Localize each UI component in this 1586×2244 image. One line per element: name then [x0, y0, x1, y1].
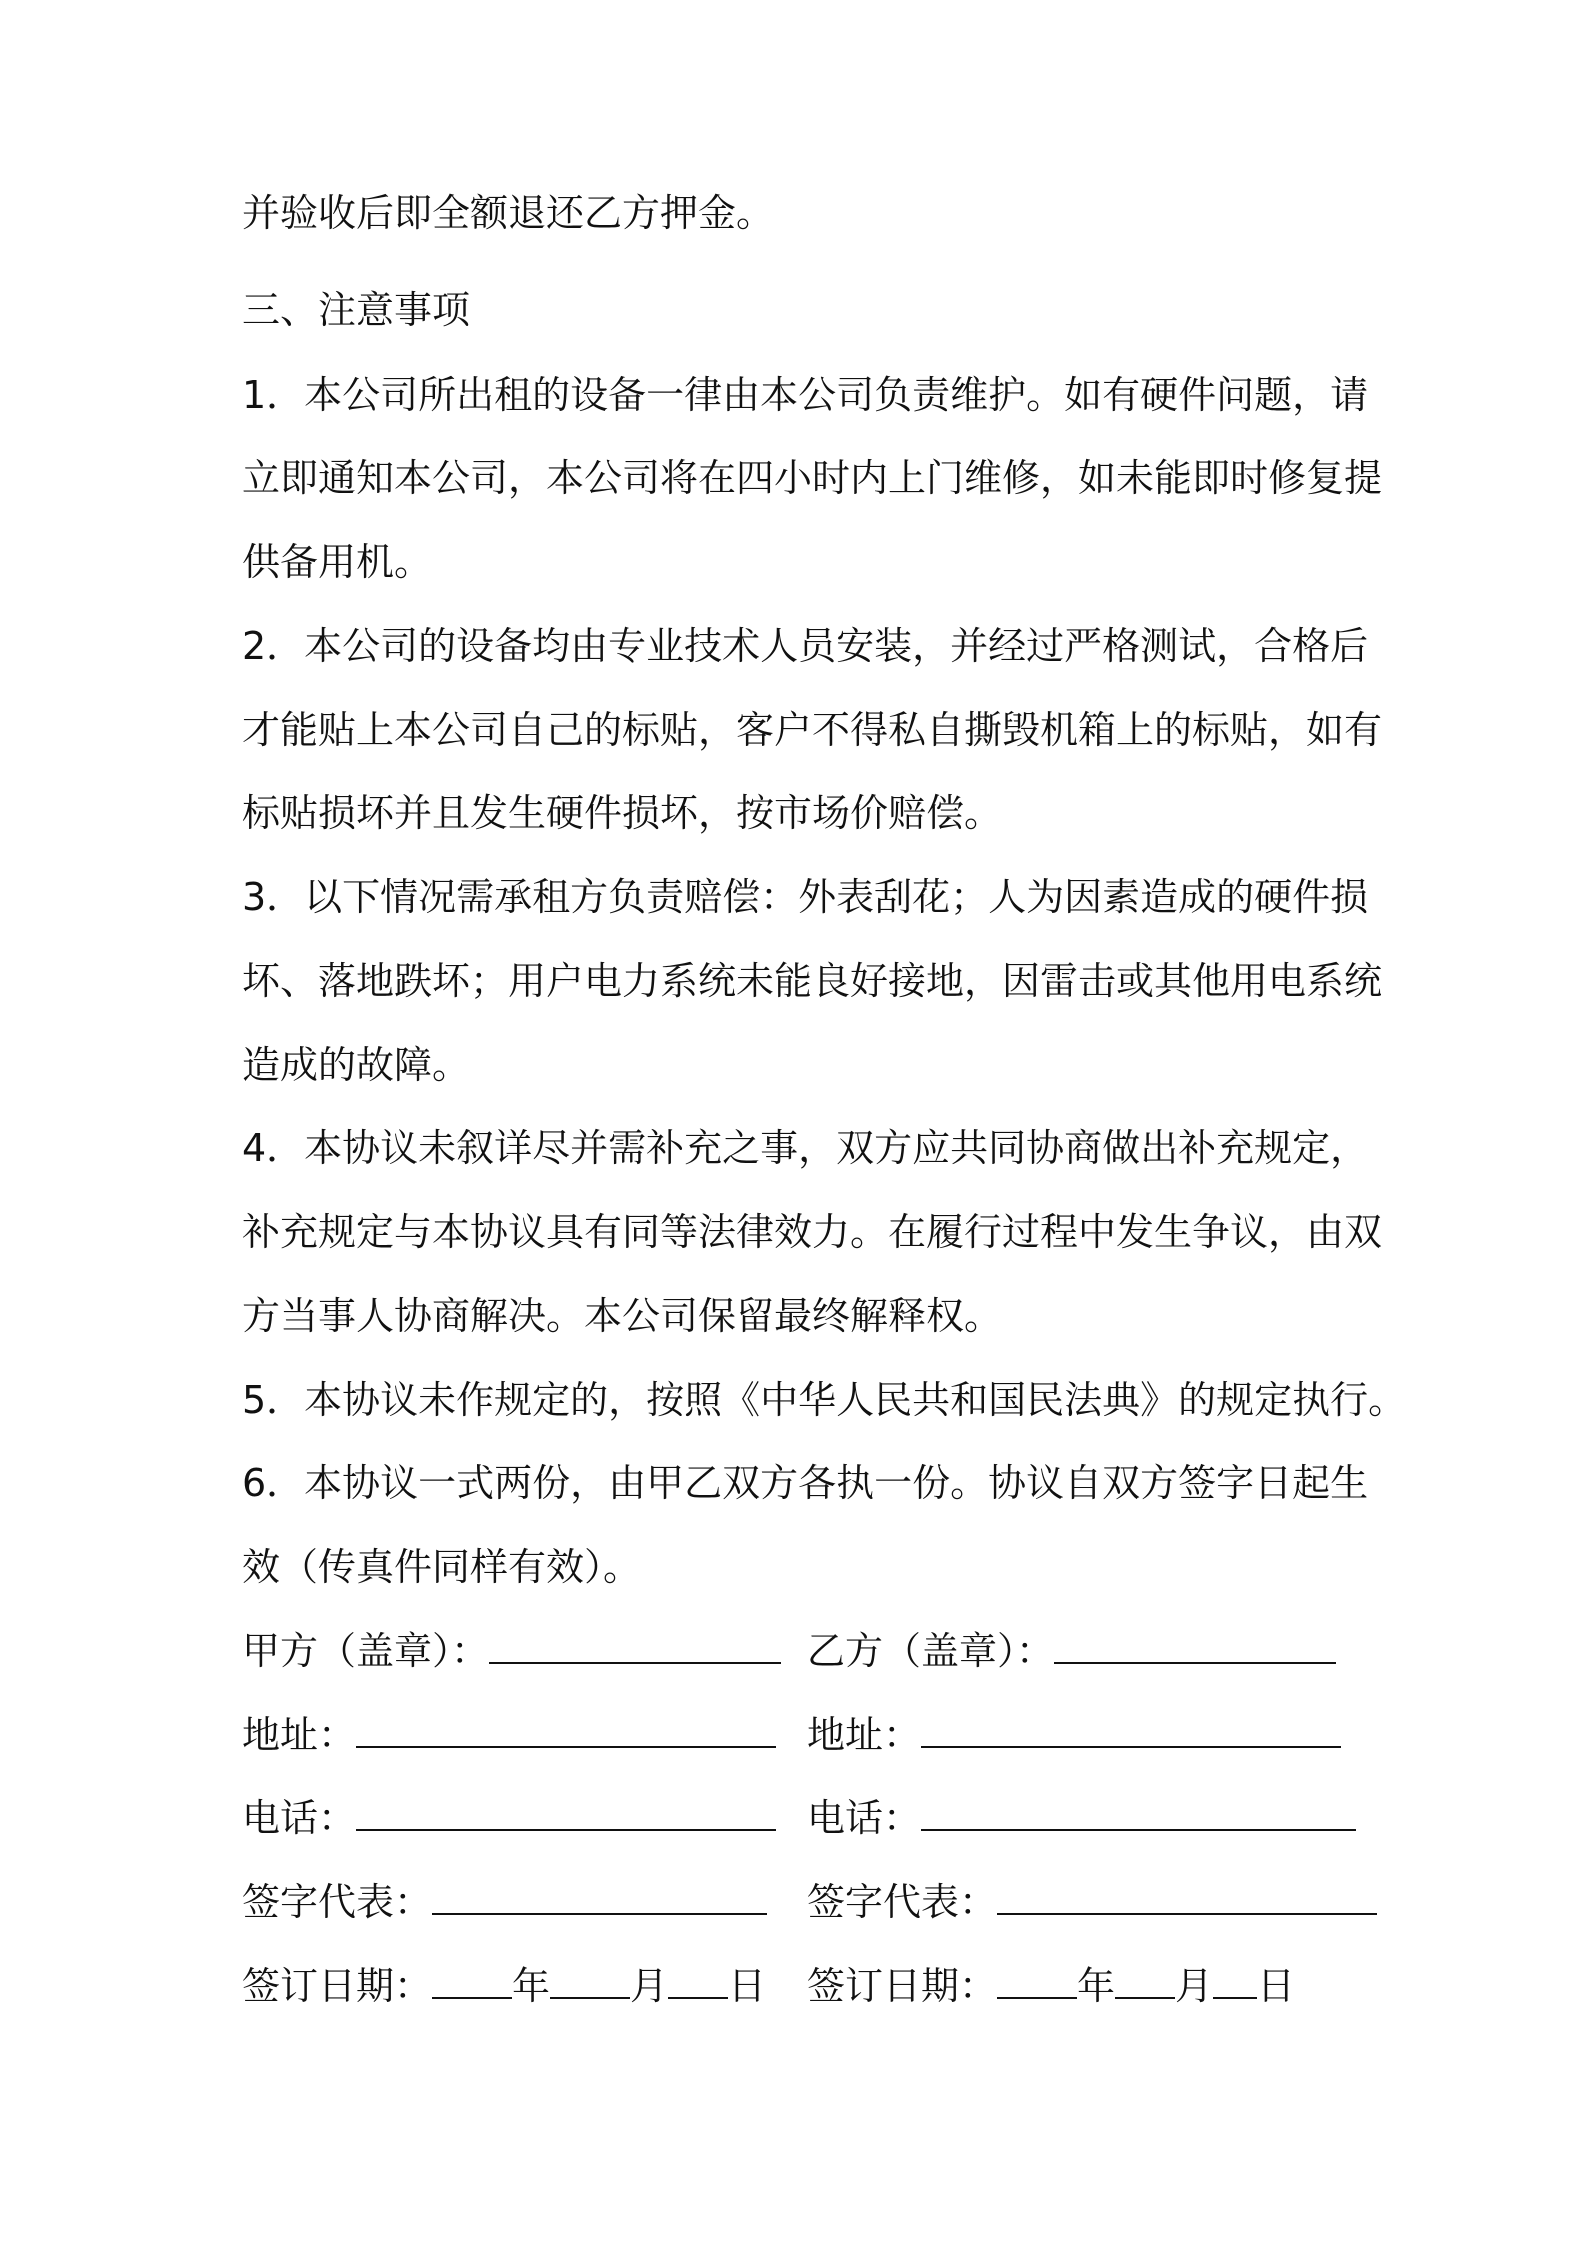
signature-row-address [242, 1709, 1357, 1761]
phone-a-label: 电话： [242, 1796, 357, 1840]
text-line: 1．本公司所出租的设备一律由本公司负责维护。如有硬件问题，请 [242, 373, 1369, 417]
signature-row-phone [242, 1792, 1357, 1844]
text-line: 6．本协议一式两份，由甲乙双方各执一份。协议自双方签字日起生 [242, 1461, 1369, 1505]
date-b-label: 签订日期： [807, 1964, 998, 2008]
year-label: 年 [512, 1964, 551, 2008]
party-a-field [242, 1625, 781, 1677]
phone-a-field [242, 1792, 776, 1844]
date-a-label: 签订日期： [242, 1964, 433, 2008]
signature-row-date [242, 1960, 1357, 2012]
phone-b-label: 电话： [807, 1796, 922, 1840]
address-a-blank[interactable] [356, 1712, 776, 1748]
party-b-blank[interactable] [1054, 1628, 1336, 1664]
month-label: 月 [630, 1964, 669, 2008]
text-line: 效（传真件同样有效）。 [242, 1545, 642, 1589]
rep-b-blank[interactable] [997, 1879, 1377, 1915]
month-label: 月 [1175, 1964, 1214, 2008]
address-b-field [807, 1709, 1341, 1761]
text-line: 供备用机。 [242, 540, 433, 584]
rep-a-blank[interactable] [432, 1879, 767, 1915]
rep-b-field [807, 1876, 1377, 1928]
date-a-month-blank[interactable] [550, 1963, 630, 1999]
date-b-year-blank[interactable] [997, 1963, 1077, 1999]
text-line: 2．本公司的设备均由专业技术人员安装，并经过严格测试，合格后 [242, 624, 1369, 668]
text-line: 立即通知本公司，本公司将在四小时内上门维修，如未能即时修复提 [242, 456, 1383, 500]
party-a-blank[interactable] [489, 1628, 781, 1664]
rep-b-label: 签字代表： [807, 1880, 998, 1924]
date-b-day-blank[interactable] [1213, 1963, 1257, 1999]
party-a-label: 甲方（盖章）： [242, 1629, 490, 1673]
date-b-month-blank[interactable] [1115, 1963, 1175, 1999]
phone-b-field [807, 1792, 1356, 1844]
address-b-blank[interactable] [921, 1712, 1341, 1748]
date-a-day-blank[interactable] [668, 1963, 728, 1999]
phone-b-blank[interactable] [921, 1795, 1356, 1831]
party-b-label: 乙方（盖章）： [807, 1629, 1055, 1673]
address-a-field [242, 1709, 776, 1761]
text-line: 方当事人协商解决。本公司保留最终解释权。 [242, 1294, 1003, 1338]
section-heading: 三、注意事项 [242, 288, 471, 332]
signature-row-representative [242, 1876, 1357, 1928]
phone-a-blank[interactable] [356, 1795, 776, 1831]
year-label: 年 [1077, 1964, 1116, 2008]
text-line: 才能贴上本公司自己的标贴，客户不得私自撕毁机箱上的标贴，如有 [242, 708, 1383, 752]
party-b-field [807, 1625, 1336, 1677]
address-a-label: 地址： [242, 1713, 357, 1757]
date-a-field [242, 1960, 766, 2012]
text-line: 造成的故障。 [242, 1043, 471, 1087]
text-line: 5．本协议未作规定的，按照《中华人民共和国民法典》的规定执行。 [242, 1378, 1407, 1422]
text-line: 4．本协议未叙详尽并需补充之事，双方应共同协商做出补充规定， [242, 1126, 1369, 1170]
address-b-label: 地址： [807, 1713, 922, 1757]
text-line: 坏、落地跌坏；用户电力系统未能良好接地，因雷击或其他用电系统 [242, 959, 1383, 1003]
text-line: 补充规定与本协议具有同等法律效力。在履行过程中发生争议，由双 [242, 1210, 1383, 1254]
day-label: 日 [1257, 1964, 1296, 2008]
text-line: 并验收后即全额退还乙方押金。 [242, 191, 775, 235]
day-label: 日 [728, 1964, 767, 2008]
rep-a-field [242, 1876, 767, 1928]
date-b-field [807, 1960, 1295, 2012]
rep-a-label: 签字代表： [242, 1880, 433, 1924]
signature-row-party [242, 1625, 1357, 1677]
text-line: 3．以下情况需承租方负责赔偿：外表刮花；人为因素造成的硬件损 [242, 875, 1369, 919]
date-a-year-blank[interactable] [432, 1963, 512, 1999]
text-line: 标贴损坏并且发生硬件损坏，按市场价赔偿。 [242, 791, 1003, 835]
